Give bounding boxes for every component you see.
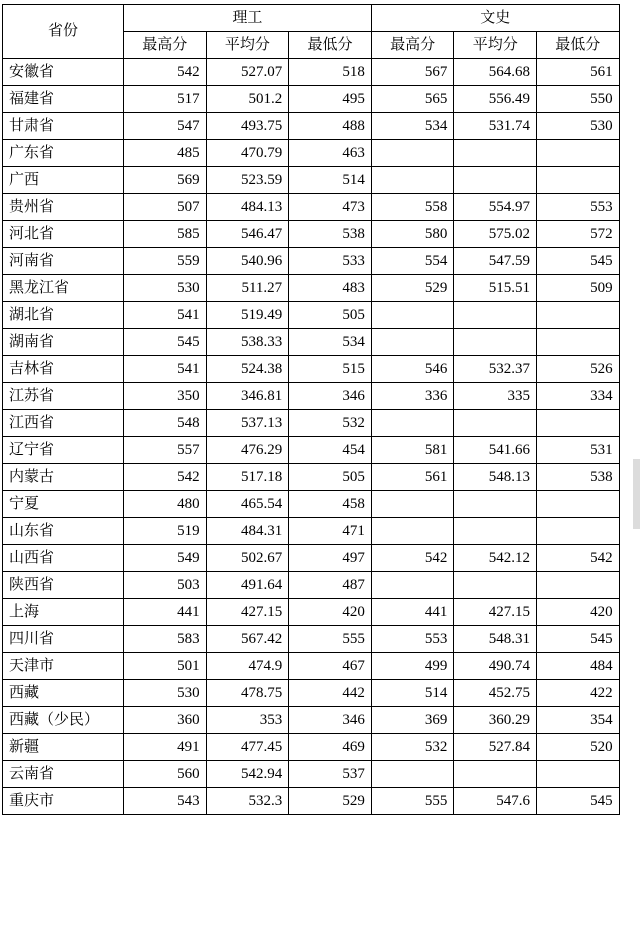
cell-science-min: 537 bbox=[289, 761, 372, 788]
cell-province: 江苏省 bbox=[3, 383, 124, 410]
table-row bbox=[3, 221, 620, 248]
cell-arts-avg bbox=[454, 761, 537, 788]
cell-arts-max: 561 bbox=[371, 464, 454, 491]
cell-province: 安徽省 bbox=[3, 59, 124, 86]
cell-arts-avg: 335 bbox=[454, 383, 537, 410]
cell-arts-max bbox=[371, 167, 454, 194]
cell-science-avg: 540.96 bbox=[206, 248, 289, 275]
cell-province: 陕西省 bbox=[3, 572, 124, 599]
cell-arts-avg: 532.37 bbox=[454, 356, 537, 383]
cell-science-avg: 532.3 bbox=[206, 788, 289, 815]
cell-science-max: 543 bbox=[124, 788, 207, 815]
cell-science-min: 458 bbox=[289, 491, 372, 518]
table-row bbox=[3, 275, 620, 302]
cell-science-max: 557 bbox=[124, 437, 207, 464]
cell-province: 河北省 bbox=[3, 221, 124, 248]
table-row bbox=[3, 761, 620, 788]
cell-science-avg: 542.94 bbox=[206, 761, 289, 788]
cell-arts-avg bbox=[454, 167, 537, 194]
cell-science-min: 346 bbox=[289, 383, 372, 410]
table-row bbox=[3, 491, 620, 518]
table-row bbox=[3, 59, 620, 86]
cell-science-min: 420 bbox=[289, 599, 372, 626]
cell-science-max: 485 bbox=[124, 140, 207, 167]
cell-science-avg: 465.54 bbox=[206, 491, 289, 518]
cell-arts-max: 555 bbox=[371, 788, 454, 815]
cell-arts-max: 565 bbox=[371, 86, 454, 113]
cell-arts-min: 509 bbox=[537, 275, 620, 302]
cell-province: 山东省 bbox=[3, 518, 124, 545]
cell-science-avg: 517.18 bbox=[206, 464, 289, 491]
cell-arts-max: 336 bbox=[371, 383, 454, 410]
cell-science-max: 503 bbox=[124, 572, 207, 599]
cell-science-max: 542 bbox=[124, 464, 207, 491]
cell-arts-min: 538 bbox=[537, 464, 620, 491]
cell-science-max: 545 bbox=[124, 329, 207, 356]
cell-province: 福建省 bbox=[3, 86, 124, 113]
cell-province: 西藏（少民） bbox=[3, 707, 124, 734]
cell-arts-avg: 548.13 bbox=[454, 464, 537, 491]
table-row bbox=[3, 167, 620, 194]
cell-science-max: 441 bbox=[124, 599, 207, 626]
cell-arts-max: 580 bbox=[371, 221, 454, 248]
cell-arts-avg: 527.84 bbox=[454, 734, 537, 761]
cell-arts-max bbox=[371, 491, 454, 518]
cell-arts-min bbox=[537, 518, 620, 545]
table-row bbox=[3, 788, 620, 815]
cell-province: 河南省 bbox=[3, 248, 124, 275]
column-header-arts-max: 最高分 bbox=[371, 32, 454, 59]
cell-arts-avg: 556.49 bbox=[454, 86, 537, 113]
cell-arts-min: 526 bbox=[537, 356, 620, 383]
cell-arts-min: 542 bbox=[537, 545, 620, 572]
cell-province: 山西省 bbox=[3, 545, 124, 572]
cell-arts-min bbox=[537, 761, 620, 788]
cell-arts-min bbox=[537, 491, 620, 518]
column-header-science-min: 最低分 bbox=[289, 32, 372, 59]
cell-arts-avg: 490.74 bbox=[454, 653, 537, 680]
cell-arts-max bbox=[371, 410, 454, 437]
cell-arts-min: 572 bbox=[537, 221, 620, 248]
table-row bbox=[3, 410, 620, 437]
cell-science-avg: 527.07 bbox=[206, 59, 289, 86]
cell-science-avg: 484.13 bbox=[206, 194, 289, 221]
cell-science-min: 514 bbox=[289, 167, 372, 194]
cell-science-min: 532 bbox=[289, 410, 372, 437]
cell-science-max: 480 bbox=[124, 491, 207, 518]
cell-science-min: 488 bbox=[289, 113, 372, 140]
table-row bbox=[3, 653, 620, 680]
cell-science-min: 505 bbox=[289, 464, 372, 491]
cell-arts-max bbox=[371, 761, 454, 788]
cell-science-max: 560 bbox=[124, 761, 207, 788]
cell-arts-max: 499 bbox=[371, 653, 454, 680]
cell-province: 重庆市 bbox=[3, 788, 124, 815]
cell-science-avg: 519.49 bbox=[206, 302, 289, 329]
cell-science-max: 491 bbox=[124, 734, 207, 761]
cell-science-avg: 511.27 bbox=[206, 275, 289, 302]
cell-science-max: 549 bbox=[124, 545, 207, 572]
cell-science-min: 533 bbox=[289, 248, 372, 275]
scan-edge-artifact bbox=[633, 459, 640, 529]
cell-arts-max: 532 bbox=[371, 734, 454, 761]
cell-science-max: 530 bbox=[124, 680, 207, 707]
cell-arts-max: 514 bbox=[371, 680, 454, 707]
table-row bbox=[3, 86, 620, 113]
cell-arts-avg: 452.75 bbox=[454, 680, 537, 707]
cell-science-avg: 538.33 bbox=[206, 329, 289, 356]
table-row bbox=[3, 680, 620, 707]
cell-arts-min bbox=[537, 167, 620, 194]
cell-science-min: 538 bbox=[289, 221, 372, 248]
cell-arts-avg: 575.02 bbox=[454, 221, 537, 248]
cell-arts-min: 420 bbox=[537, 599, 620, 626]
cell-science-min: 529 bbox=[289, 788, 372, 815]
cell-province: 湖北省 bbox=[3, 302, 124, 329]
cell-province: 甘肃省 bbox=[3, 113, 124, 140]
cell-science-avg: 353 bbox=[206, 707, 289, 734]
cell-province: 广西 bbox=[3, 167, 124, 194]
cell-science-max: 542 bbox=[124, 59, 207, 86]
admission-score-table bbox=[2, 4, 620, 815]
cell-arts-avg: 541.66 bbox=[454, 437, 537, 464]
cell-arts-avg: 427.15 bbox=[454, 599, 537, 626]
cell-science-avg: 484.31 bbox=[206, 518, 289, 545]
cell-science-avg: 524.38 bbox=[206, 356, 289, 383]
cell-science-max: 517 bbox=[124, 86, 207, 113]
table-row bbox=[3, 707, 620, 734]
cell-arts-min: 354 bbox=[537, 707, 620, 734]
column-header-science-max: 最高分 bbox=[124, 32, 207, 59]
group-header-arts: 文史 bbox=[371, 5, 619, 32]
cell-arts-max: 542 bbox=[371, 545, 454, 572]
cell-science-max: 583 bbox=[124, 626, 207, 653]
cell-arts-min: 520 bbox=[537, 734, 620, 761]
cell-science-max: 530 bbox=[124, 275, 207, 302]
table-row bbox=[3, 113, 620, 140]
cell-province: 吉林省 bbox=[3, 356, 124, 383]
cell-arts-max: 567 bbox=[371, 59, 454, 86]
table-row bbox=[3, 545, 620, 572]
cell-arts-avg: 531.74 bbox=[454, 113, 537, 140]
cell-province: 黑龙江省 bbox=[3, 275, 124, 302]
cell-science-min: 483 bbox=[289, 275, 372, 302]
cell-province: 广东省 bbox=[3, 140, 124, 167]
cell-arts-max bbox=[371, 572, 454, 599]
cell-arts-max: 529 bbox=[371, 275, 454, 302]
cell-science-avg: 427.15 bbox=[206, 599, 289, 626]
cell-science-avg: 476.29 bbox=[206, 437, 289, 464]
cell-science-min: 463 bbox=[289, 140, 372, 167]
cell-arts-max bbox=[371, 518, 454, 545]
table-row bbox=[3, 572, 620, 599]
cell-science-max: 541 bbox=[124, 302, 207, 329]
table-row bbox=[3, 383, 620, 410]
cell-science-max: 501 bbox=[124, 653, 207, 680]
cell-science-avg: 474.9 bbox=[206, 653, 289, 680]
cell-science-max: 541 bbox=[124, 356, 207, 383]
cell-arts-min: 484 bbox=[537, 653, 620, 680]
cell-science-max: 548 bbox=[124, 410, 207, 437]
header-row-groups bbox=[3, 5, 620, 32]
cell-province: 宁夏 bbox=[3, 491, 124, 518]
cell-arts-avg: 515.51 bbox=[454, 275, 537, 302]
cell-science-min: 467 bbox=[289, 653, 372, 680]
cell-science-min: 495 bbox=[289, 86, 372, 113]
cell-arts-min bbox=[537, 302, 620, 329]
cell-province: 湖南省 bbox=[3, 329, 124, 356]
cell-science-min: 471 bbox=[289, 518, 372, 545]
cell-science-min: 473 bbox=[289, 194, 372, 221]
cell-science-max: 547 bbox=[124, 113, 207, 140]
cell-arts-avg: 548.31 bbox=[454, 626, 537, 653]
cell-science-min: 515 bbox=[289, 356, 372, 383]
cell-science-avg: 491.64 bbox=[206, 572, 289, 599]
cell-arts-min: 545 bbox=[537, 788, 620, 815]
table-row bbox=[3, 734, 620, 761]
cell-science-avg: 502.67 bbox=[206, 545, 289, 572]
cell-arts-min: 531 bbox=[537, 437, 620, 464]
table-row bbox=[3, 599, 620, 626]
cell-science-min: 487 bbox=[289, 572, 372, 599]
cell-arts-avg: 360.29 bbox=[454, 707, 537, 734]
cell-arts-min: 422 bbox=[537, 680, 620, 707]
cell-arts-min bbox=[537, 140, 620, 167]
cell-science-min: 469 bbox=[289, 734, 372, 761]
cell-arts-min: 553 bbox=[537, 194, 620, 221]
cell-science-min: 454 bbox=[289, 437, 372, 464]
cell-arts-avg: 554.97 bbox=[454, 194, 537, 221]
column-header-arts-avg: 平均分 bbox=[454, 32, 537, 59]
cell-arts-avg bbox=[454, 410, 537, 437]
cell-province: 贵州省 bbox=[3, 194, 124, 221]
cell-science-avg: 478.75 bbox=[206, 680, 289, 707]
cell-arts-max: 554 bbox=[371, 248, 454, 275]
cell-arts-max bbox=[371, 302, 454, 329]
cell-science-avg: 346.81 bbox=[206, 383, 289, 410]
cell-arts-avg: 542.12 bbox=[454, 545, 537, 572]
cell-arts-avg: 547.6 bbox=[454, 788, 537, 815]
cell-province: 新疆 bbox=[3, 734, 124, 761]
table-row bbox=[3, 329, 620, 356]
table-header bbox=[3, 5, 620, 59]
cell-arts-max: 546 bbox=[371, 356, 454, 383]
cell-province: 上海 bbox=[3, 599, 124, 626]
table-row bbox=[3, 518, 620, 545]
cell-arts-min: 334 bbox=[537, 383, 620, 410]
cell-science-avg: 546.47 bbox=[206, 221, 289, 248]
cell-arts-avg bbox=[454, 302, 537, 329]
table-row bbox=[3, 356, 620, 383]
cell-science-avg: 567.42 bbox=[206, 626, 289, 653]
cell-arts-min: 561 bbox=[537, 59, 620, 86]
cell-arts-min: 545 bbox=[537, 626, 620, 653]
table-row bbox=[3, 194, 620, 221]
cell-science-avg: 537.13 bbox=[206, 410, 289, 437]
cell-science-max: 360 bbox=[124, 707, 207, 734]
cell-science-min: 534 bbox=[289, 329, 372, 356]
cell-province: 西藏 bbox=[3, 680, 124, 707]
cell-arts-avg bbox=[454, 518, 537, 545]
cell-arts-max bbox=[371, 329, 454, 356]
cell-science-min: 442 bbox=[289, 680, 372, 707]
table-row bbox=[3, 140, 620, 167]
cell-science-avg: 523.59 bbox=[206, 167, 289, 194]
cell-province: 辽宁省 bbox=[3, 437, 124, 464]
column-header-province: 省份 bbox=[3, 5, 124, 59]
cell-science-avg: 501.2 bbox=[206, 86, 289, 113]
cell-science-max: 350 bbox=[124, 383, 207, 410]
table-row bbox=[3, 248, 620, 275]
cell-arts-avg bbox=[454, 140, 537, 167]
cell-arts-avg: 547.59 bbox=[454, 248, 537, 275]
cell-arts-avg: 564.68 bbox=[454, 59, 537, 86]
cell-science-avg: 477.45 bbox=[206, 734, 289, 761]
cell-arts-max bbox=[371, 140, 454, 167]
cell-province: 云南省 bbox=[3, 761, 124, 788]
table-body bbox=[3, 59, 620, 815]
cell-science-max: 559 bbox=[124, 248, 207, 275]
cell-arts-avg bbox=[454, 329, 537, 356]
cell-arts-avg bbox=[454, 491, 537, 518]
group-header-science: 理工 bbox=[124, 5, 372, 32]
cell-arts-min bbox=[537, 329, 620, 356]
cell-province: 天津市 bbox=[3, 653, 124, 680]
cell-province: 四川省 bbox=[3, 626, 124, 653]
table-row bbox=[3, 626, 620, 653]
cell-arts-avg bbox=[454, 572, 537, 599]
cell-science-max: 519 bbox=[124, 518, 207, 545]
column-header-science-avg: 平均分 bbox=[206, 32, 289, 59]
cell-science-min: 505 bbox=[289, 302, 372, 329]
cell-arts-min: 550 bbox=[537, 86, 620, 113]
cell-province: 内蒙古 bbox=[3, 464, 124, 491]
cell-arts-max: 581 bbox=[371, 437, 454, 464]
table-row bbox=[3, 437, 620, 464]
cell-arts-min bbox=[537, 410, 620, 437]
cell-science-min: 497 bbox=[289, 545, 372, 572]
cell-arts-max: 558 bbox=[371, 194, 454, 221]
cell-arts-max: 369 bbox=[371, 707, 454, 734]
cell-arts-min bbox=[537, 572, 620, 599]
cell-science-min: 555 bbox=[289, 626, 372, 653]
cell-science-min: 518 bbox=[289, 59, 372, 86]
cell-province: 江西省 bbox=[3, 410, 124, 437]
cell-science-avg: 470.79 bbox=[206, 140, 289, 167]
column-header-arts-min: 最低分 bbox=[537, 32, 620, 59]
cell-arts-max: 534 bbox=[371, 113, 454, 140]
cell-arts-max: 553 bbox=[371, 626, 454, 653]
cell-science-max: 507 bbox=[124, 194, 207, 221]
cell-science-avg: 493.75 bbox=[206, 113, 289, 140]
table-row bbox=[3, 302, 620, 329]
cell-science-max: 569 bbox=[124, 167, 207, 194]
cell-arts-min: 530 bbox=[537, 113, 620, 140]
cell-arts-min: 545 bbox=[537, 248, 620, 275]
cell-science-max: 585 bbox=[124, 221, 207, 248]
cell-arts-max: 441 bbox=[371, 599, 454, 626]
table-row bbox=[3, 464, 620, 491]
document-page bbox=[0, 4, 640, 926]
cell-science-min: 346 bbox=[289, 707, 372, 734]
